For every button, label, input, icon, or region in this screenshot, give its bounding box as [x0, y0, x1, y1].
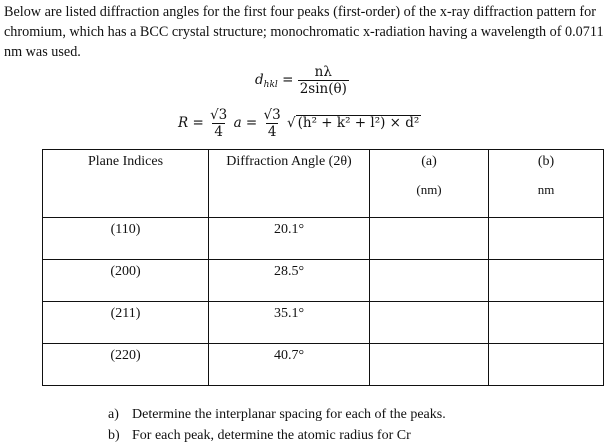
question-item: [108, 425, 446, 446]
table-row: [43, 302, 604, 344]
formula-sqrt3-a: √3: [210, 107, 228, 123]
answer-a-cell[interactable]: [370, 260, 489, 302]
header-plane-indices: Plane Indices: [43, 150, 209, 218]
angle-cell: 40.7°: [209, 344, 370, 386]
plane-index-cell: (220): [43, 344, 209, 386]
diffraction-table: [42, 149, 604, 386]
plane-index-cell: (211): [43, 302, 209, 344]
answer-a-cell[interactable]: [370, 344, 489, 386]
answer-b-cell[interactable]: [489, 260, 604, 302]
answer-b-cell[interactable]: [489, 344, 604, 386]
formula-sqrt3-over-4-first: [208, 107, 229, 140]
table-row: [43, 344, 604, 386]
formula-radicand: (h² + k² + l²) × d²: [297, 115, 420, 131]
formula-fraction: [298, 64, 349, 97]
formula-d: d: [255, 72, 264, 88]
question-item: [108, 404, 446, 425]
intro-paragraph: Below are listed diffraction angles for the first four peaks (first-order) of the x-ray diffraction pattern for chromium, which has a BCC crystal structure; monochromatic x-radiation having a wavelength of 0.0711 nm was used.: [4, 4, 604, 60]
question-text: For each peak, determine the atomic radius for Cr: [132, 428, 411, 443]
formula-sqrt3-b: √3: [263, 107, 281, 123]
header-col-b: [489, 150, 604, 218]
angle-cell: 20.1°: [209, 218, 370, 260]
formula-sqrt: [287, 115, 421, 131]
formula-sqrt3-over-4-second: [262, 107, 283, 140]
formula-hkl-subscript: hkl: [263, 80, 278, 90]
table-row: [43, 218, 604, 260]
question-text: Determine the interplanar spacing for each of the peaks.: [132, 407, 446, 422]
angle-cell: 28.5°: [209, 260, 370, 302]
header-a-unit: (nm): [416, 182, 442, 197]
formula-four-a: 4: [214, 124, 223, 140]
plane-index-cell: (200): [43, 260, 209, 302]
plane-index-cell: (110): [43, 218, 209, 260]
header-b-label: (b): [537, 154, 555, 169]
question-label: b): [108, 428, 120, 443]
formula-radius: [178, 107, 421, 140]
formula-four-b: 4: [267, 124, 277, 140]
formula-r-label: R =: [178, 115, 204, 131]
angle-cell: 35.1°: [209, 302, 370, 344]
formula-equals: =: [282, 72, 294, 88]
table-header-row: [43, 150, 604, 218]
header-diffraction-angle: Diffraction Angle (2θ): [209, 150, 370, 218]
answer-b-cell[interactable]: [489, 218, 604, 260]
formula-dhkl: [255, 64, 349, 97]
answer-b-cell[interactable]: [489, 302, 604, 344]
header-a-label: (a): [421, 154, 437, 169]
answer-a-cell[interactable]: [370, 218, 489, 260]
question-list: [108, 404, 446, 446]
header-col-a: [370, 150, 489, 218]
formula-a-label: a =: [233, 115, 258, 131]
header-b-unit: nm: [537, 182, 555, 197]
formula-numerator: nλ: [314, 64, 332, 80]
question-label: a): [108, 407, 119, 422]
formula-denominator: 2sin(θ): [299, 81, 347, 97]
table-row: [43, 260, 604, 302]
answer-a-cell[interactable]: [370, 302, 489, 344]
formula-sqrt-sign: √: [287, 115, 296, 131]
